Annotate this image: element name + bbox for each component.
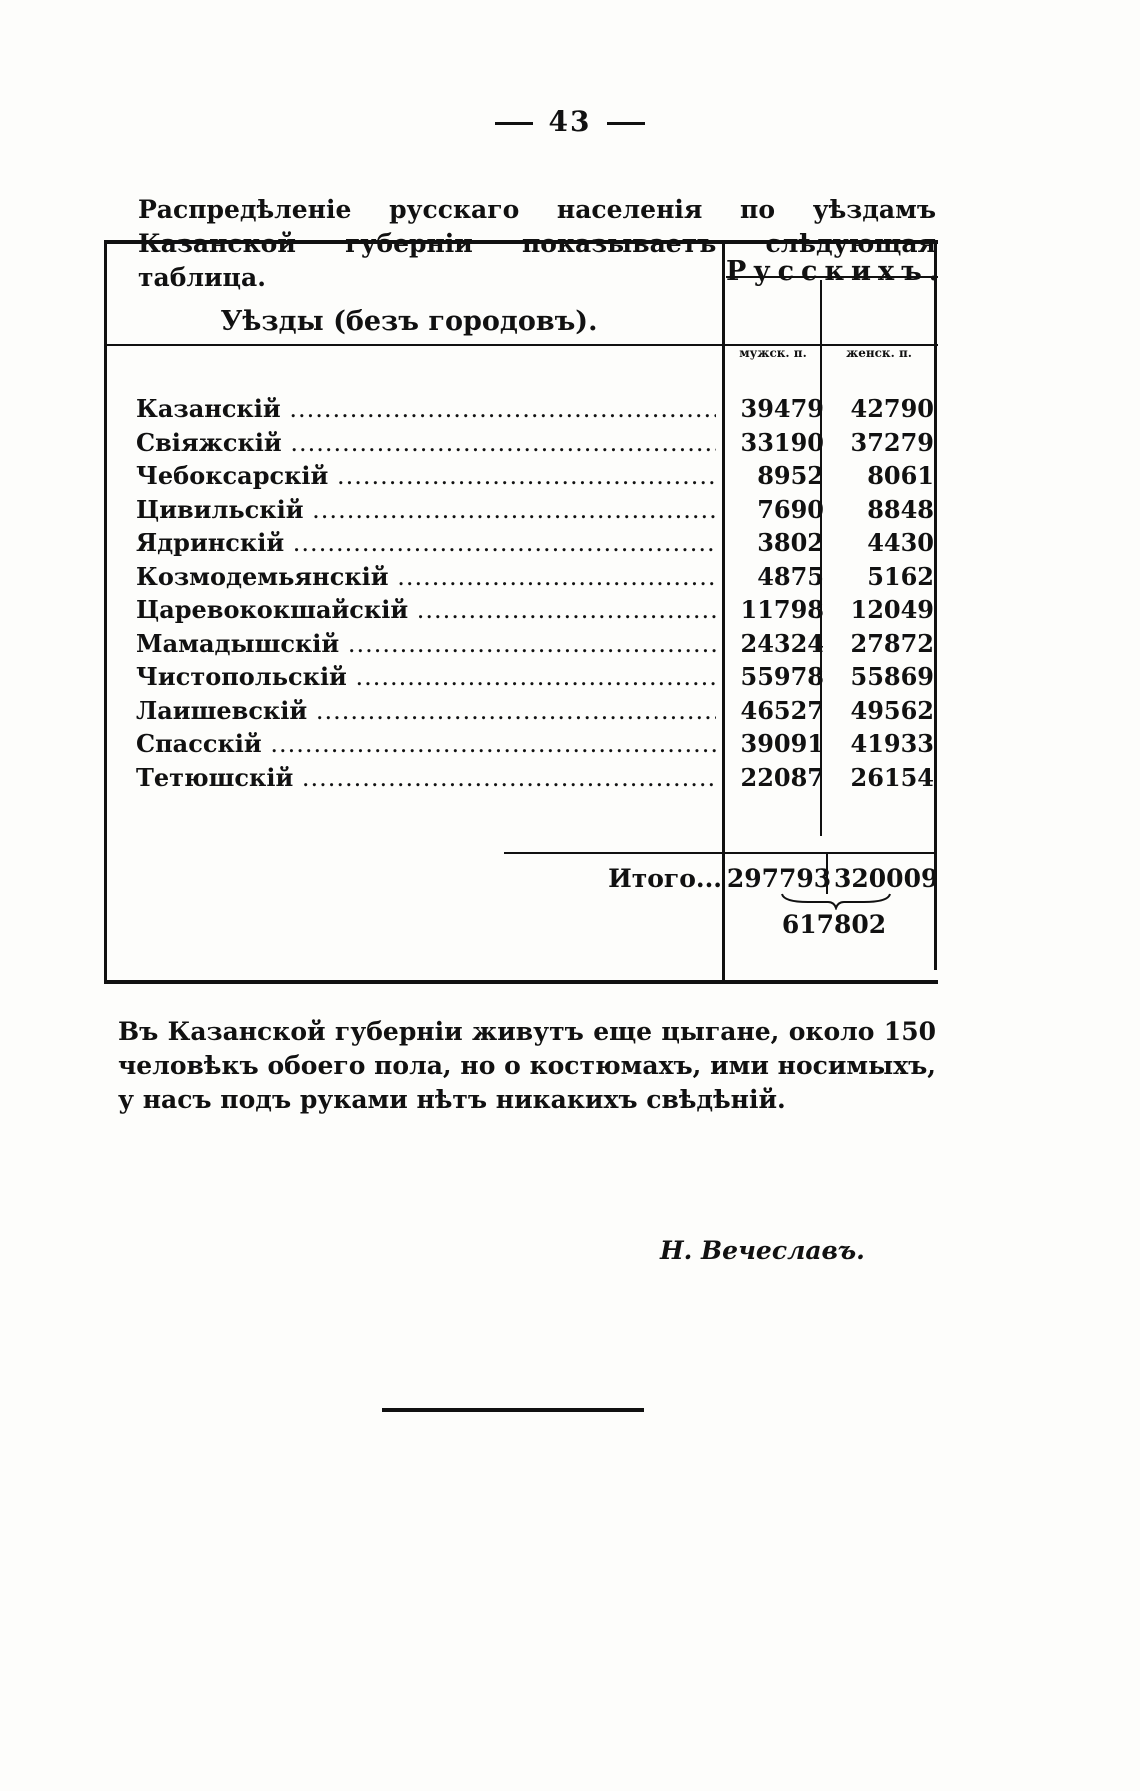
total-label: Итого... [608,864,722,893]
district-name: Свіяжскій ..... [136,428,716,457]
male-count: 4875 [757,561,824,591]
page-number [0,105,1140,138]
district-name: Лаишевскій ..... [136,696,716,725]
dash-right [607,122,645,125]
female-count: 27872 [850,628,934,658]
table-row [136,426,938,460]
female-count: 12049 [850,595,934,625]
male-count: 11798 [740,595,824,625]
female-count: 42790 [850,394,934,424]
table-left-border [104,244,107,980]
district-name: Тетюшскій ..... [136,763,716,792]
table-row [136,727,938,761]
male-subheader: мужск. п. [739,346,807,360]
grand-total: 617802 [781,910,887,939]
intro-paragraph: Распредѣленіе русскаго населенія по уѣздамъ таблица. [138,195,936,292]
male-count: 39091 [740,729,824,759]
male-count: 33190 [740,427,824,457]
district-name: Козмодемьянскій ..... [136,562,716,591]
page-number-text: 43 [548,105,592,138]
russians-group-header: Русскихъ. [726,256,946,287]
male-count: 46527 [740,695,824,725]
table-row [136,526,938,560]
male-count: 7690 [757,494,824,524]
total-rule [504,852,934,854]
district-name: Казанскій ..... [136,394,716,423]
female-count: 5162 [867,561,934,591]
district-name: Чебоксарскій ..... [136,461,716,490]
male-count: 8952 [757,461,824,491]
table-row [136,560,938,594]
table-row [136,627,938,661]
table-row [136,694,938,728]
total-female: 320009 [834,864,939,893]
district-name: Спасскій ..... [136,729,716,758]
population-table [104,240,946,986]
female-count: 37279 [850,427,934,457]
district-name: Царевококшайскій ..... [136,595,716,624]
dash-left [495,122,533,125]
closing-paragraph: Въ Казанской губерніи живутъ еще цыгане, около 150 человѣкъ обоего пола, но о костюмахъ, ими носимыхъ, у насъ подъ руками нѣтъ никакихъ свѣдѣній. [118,1017,936,1114]
female-count: 8848 [867,494,934,524]
table-row [136,761,938,795]
districts-column-title: Уѣзды (безъ городовъ). [220,306,598,337]
district-name: Мамадышскій ..... [136,629,716,658]
male-count: 39479 [740,394,824,424]
table-row [136,593,938,627]
male-count: 24324 [740,628,824,658]
female-count: 55869 [850,662,934,692]
district-name: Ядринскій ..... [136,528,716,557]
table-row [136,459,938,493]
author-signature: Н. Вечеславъ. [660,1236,865,1265]
district-name: Цивильскій ..... [136,495,716,524]
male-count: 22087 [740,762,824,792]
male-count: 55978 [740,662,824,692]
table-bottom-rule [104,980,938,984]
district-name: Чистопольскій ..... [136,662,716,691]
female-count: 49562 [850,695,934,725]
curly-brace-icon [780,892,892,910]
table-body [136,392,938,794]
end-rule [382,1408,644,1412]
table-row [136,493,938,527]
female-count: 26154 [850,762,934,792]
male-count: 3802 [757,528,824,558]
female-count: 41933 [850,729,934,759]
table-row [136,392,938,426]
table-top-rule [104,240,938,244]
female-subheader: женск. п. [846,346,912,360]
female-count: 4430 [867,528,934,558]
female-count: 8061 [867,461,934,491]
total-male: 297793 [726,864,832,893]
table-row [136,660,938,694]
